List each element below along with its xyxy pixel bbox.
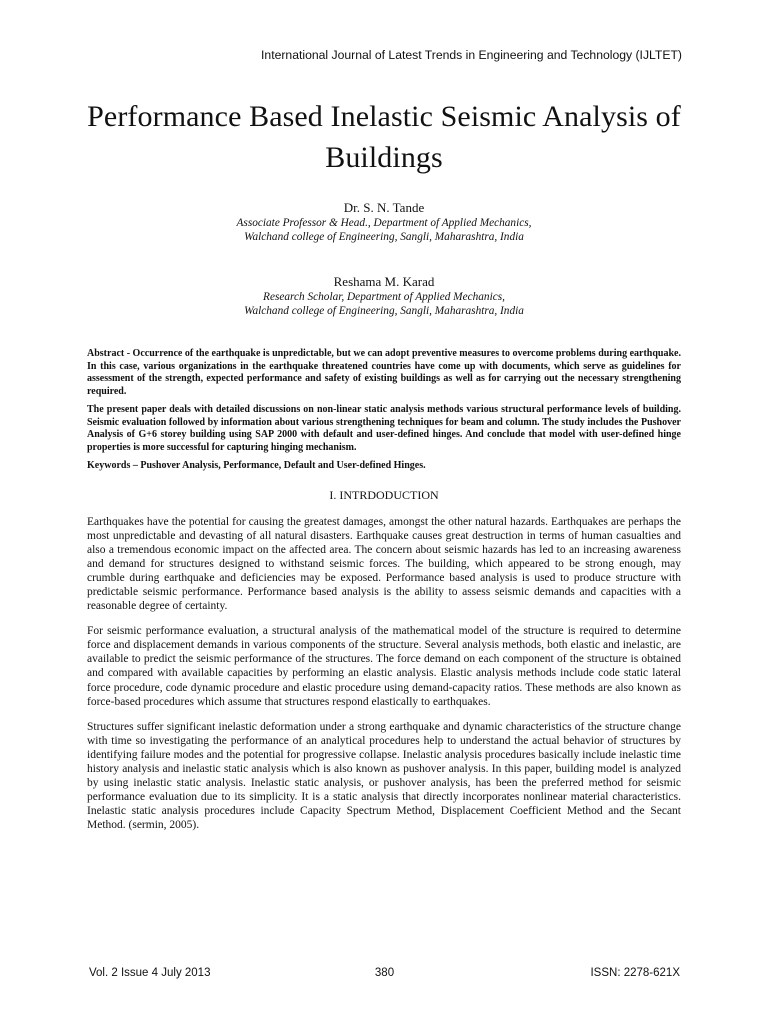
footer-issn: ISSN: 2278-621X bbox=[590, 967, 680, 979]
abstract-paragraph: The present paper deals with detailed discussions on non-linear static analysis methods various structural performance levels of building. Seismic evaluation followed by information about various strengthening techniques for beam and column. The study includes the Pushover Analysis of G+6 storey building using SAP 2000 with default and user-defined hinges. And conclude that model with user-defined hinge properties is more successful for capturing hinging mechanism. bbox=[87, 404, 681, 453]
abstract-paragraph: Abstract - Occurrence of the earthquake is unpredictable, but we can adopt preventive measures to overcome problems during earthquake. In this case, various organizations in the earthquake threatened countries have come up with documents, which serve as guidelines for assessment of the strength, expected performance and safety of existing buildings as well as for carrying out the necessary strengthening required. bbox=[87, 348, 681, 397]
keywords: Keywords – Pushover Analysis, Performance, Default and User-defined Hinges. bbox=[87, 460, 426, 471]
body-paragraph: Earthquakes have the potential for causing the greatest damages, amongst the other natural hazards. Earthquakes are perhaps the most unpredictable and devasting of all natural disasters. Earthquake causes great destruction in terms of human casualties and also a tremendous economic impact on the affected area. The concern about seismic hazards has led to an increasing awareness and demand for structures designed to withstand seismic forces. The building, which appeared to be strong enough, may crumble during earthquake and deficiencies may be exposed. Performance based analysis is used to produce structure with predictable seismic performance. Performance based analysis is the ability to assess seismic demands and capacities with a reasonable degree of certainty. bbox=[87, 515, 681, 613]
running-header: International Journal of Latest Trends in Engineering and Technology (IJLTET) bbox=[261, 48, 682, 62]
author-name: Reshama M. Karad bbox=[333, 274, 435, 289]
paper-content bbox=[87, 348, 681, 843]
body-paragraph: Structures suffer significant inelastic deformation under a strong earthquake and dynamic characteristics of the structure change with time so investigating the performance of an analytical procedures help to understand the actual behavior of structures by identifying failure modes and the potential for progressive collapse. Inelastic analysis procedures basically include inelastic time history analysis and inelastic static analysis which is also known as pushover analysis. In this paper, building model is analyzed by using inelastic static analysis. Inelastic static analysis, or pushover analysis, has been the preferred method for seismic performance evaluation due to its simplicity. It is a static analysis that directly incorporates nonlinear material characteristics. Inelastic static analysis procedures include Capacity Spectrum Method, Displacement Coefficient Method and the Secant Method. (sermin, 2005). bbox=[87, 720, 681, 832]
footer-page-number: 380 bbox=[374, 967, 395, 979]
footer-volume: Vol. 2 Issue 4 July 2013 bbox=[89, 967, 211, 979]
section-heading: I. INTRDODUCTION bbox=[329, 487, 439, 502]
author-block bbox=[84, 273, 684, 318]
author-affiliation: Research Scholar, Department of Applied Mechanics, bbox=[263, 291, 505, 303]
author-affiliation: Associate Professor & Head., Department of Applied Mechanics, bbox=[236, 217, 532, 229]
author-affiliation: Walchand college of Engineering, Sangli, Maharashtra, India bbox=[244, 305, 524, 317]
author-affiliation: Walchand college of Engineering, Sangli, Maharashtra, India bbox=[244, 231, 524, 243]
author-name: Dr. S. N. Tande bbox=[343, 200, 425, 215]
paper-title: Performance Based Inelastic Seismic Analysis of Buildings bbox=[87, 100, 681, 174]
author-block bbox=[84, 199, 684, 244]
body-paragraph: For seismic performance evaluation, a structural analysis of the mathematical model of the structure is required to determine force and displacement demands in various components of the structure. Several analysis methods, both elastic and inelastic, are available to predict the seismic performance of the structures. The force demand on each component of the structure is obtained and compared with available capacities by performing an elastic analysis. Elastic analysis methods include code static lateral force procedure, code dynamic procedure and elastic procedure using demand-capacity ratios. These methods are also known as force-based procedures which assume that structures respond elastically to earthquakes. bbox=[87, 625, 681, 708]
